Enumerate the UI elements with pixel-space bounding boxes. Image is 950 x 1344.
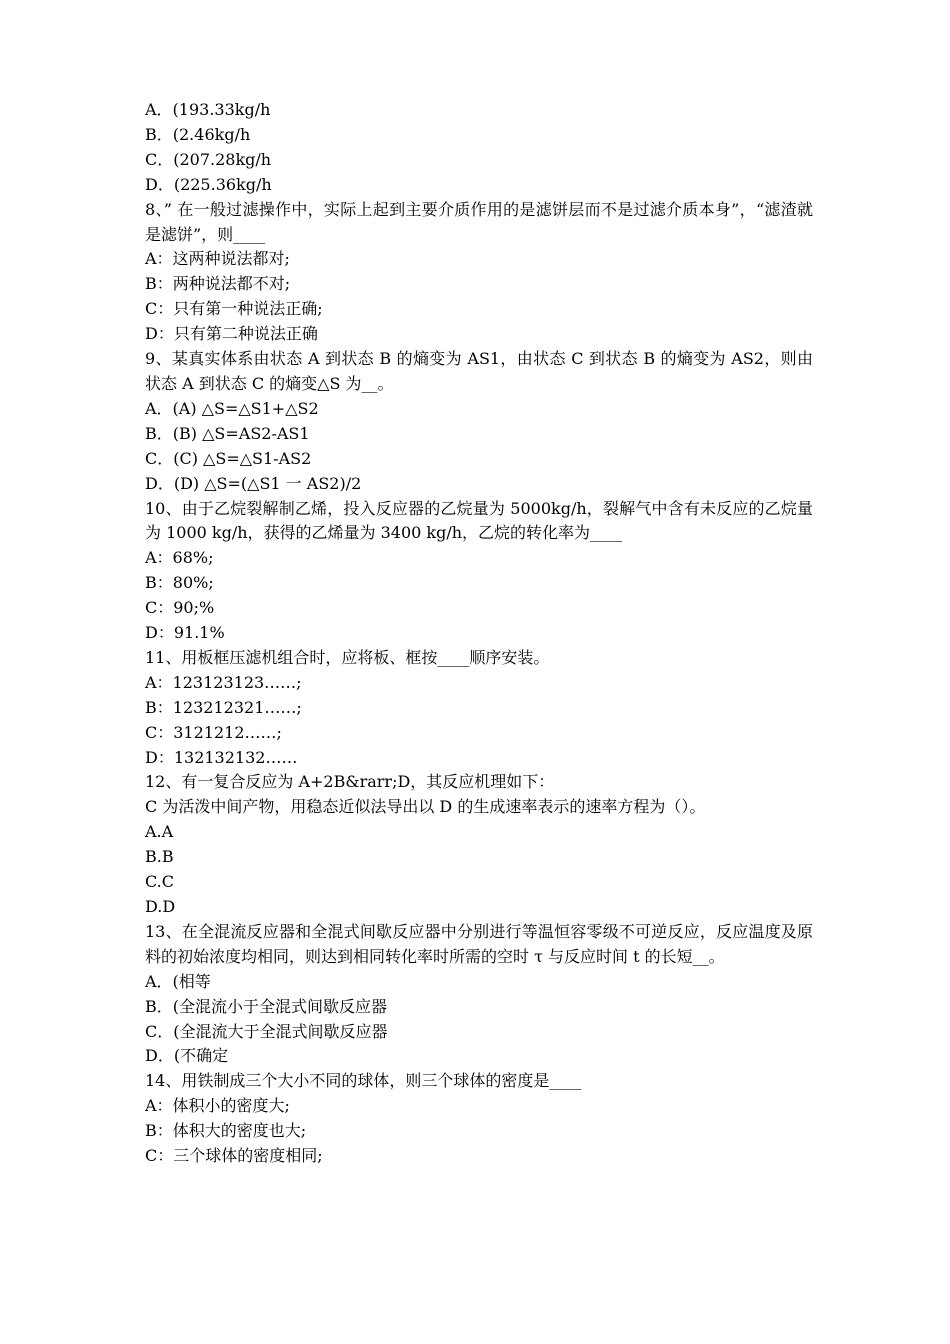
- option-line: D．(225.36kg/h: [145, 174, 272, 194]
- option-line: D：91.1%: [145, 623, 225, 643]
- option-line: D：132132132……: [145, 747, 298, 767]
- option-line: C.C: [145, 872, 174, 892]
- question-12: 12、有一复合反应为 A+2B&rarr;D，其反应机理如下：: [145, 772, 555, 792]
- document-body: [145, 98, 813, 1169]
- option-line: C：90;%: [145, 598, 215, 618]
- question-11: 11、用板框压滤机组合时，应将板、框按____顺序安装。: [145, 647, 550, 667]
- option-line: A．(193.33kg/h: [145, 100, 271, 119]
- option-line: A：123123123……;: [145, 672, 302, 692]
- option-line: D：只有第二种说法正确: [145, 324, 318, 344]
- option-line: A．(A) △S=△S1+△S2: [145, 398, 319, 418]
- question-13: 13、在全混流反应器和全混式间歇反应器中分别进行等温恒容零级不可逆反应，反应温度及原料的初始浓度均相同，则达到相同转化率时所需的空时 τ 与反应时间 t 的长短__。: [145, 921, 813, 966]
- option-line: D．(不确定: [145, 1046, 229, 1066]
- option-line: B.B: [145, 847, 174, 867]
- option-line: C：只有第一种说法正确;: [145, 299, 323, 319]
- option-line: D.D: [145, 897, 176, 916]
- question-14: 14、用铁制成三个大小不同的球体，则三个球体的密度是____: [145, 1071, 582, 1091]
- option-line: B．(全混流小于全混式间歇反应器: [145, 996, 388, 1016]
- option-line: C：3121212……;: [145, 722, 282, 742]
- option-line: A：体积小的密度大;: [145, 1096, 290, 1116]
- option-line: C．(全混流大于全混式间歇反应器: [145, 1021, 388, 1041]
- option-line: B：体积大的密度也大;: [145, 1121, 307, 1141]
- option-line: C．(C) △S=△S1-AS2: [145, 448, 312, 468]
- option-line: B．(2.46kg/h: [145, 124, 251, 144]
- option-line: D．(D) △S=(△S1 一 AS2)/2: [145, 473, 362, 493]
- question-9: 9、某真实体系由状态 A 到状态 B 的熵变为 AS1，由状态 C 到状态 B 的熵变为 AS2，则由状态 A 到状态 C 的熵变△S 为__。: [145, 349, 813, 393]
- option-line: B．(B) △S=AS2-AS1: [145, 423, 310, 443]
- option-line: C．(207.28kg/h: [145, 149, 272, 169]
- option-line: B：123212321……;: [145, 697, 302, 717]
- option-line: B：两种说法都不对;: [145, 274, 291, 294]
- option-line: A：这两种说法都对;: [145, 249, 290, 269]
- question-8: 8、” 在一般过滤操作中，实际上起到主要介质作用的是滤饼层而不是过滤介质本身”，“滤渣就是滤饼”，则____: [145, 199, 813, 244]
- option-line: A．(相等: [145, 971, 211, 991]
- option-line: A.A: [145, 822, 174, 842]
- question-10: 10、由于乙烷裂解制乙烯，投入反应器的乙烷量为 5000kg/h，裂解气中含有未反应的乙烷量为 1000 kg/h，获得的乙烯量为 3400 kg/h，乙烷的转化率为____: [145, 498, 813, 543]
- option-line: B：80%;: [145, 573, 214, 593]
- option-line: A：68%;: [145, 548, 214, 568]
- option-line: C：三个球体的密度相同;: [145, 1146, 323, 1166]
- question-12-text: C 为活泼中间产物，用稳态近似法导出以 D 的生成速率表示的速率方程为（）。: [145, 797, 706, 817]
